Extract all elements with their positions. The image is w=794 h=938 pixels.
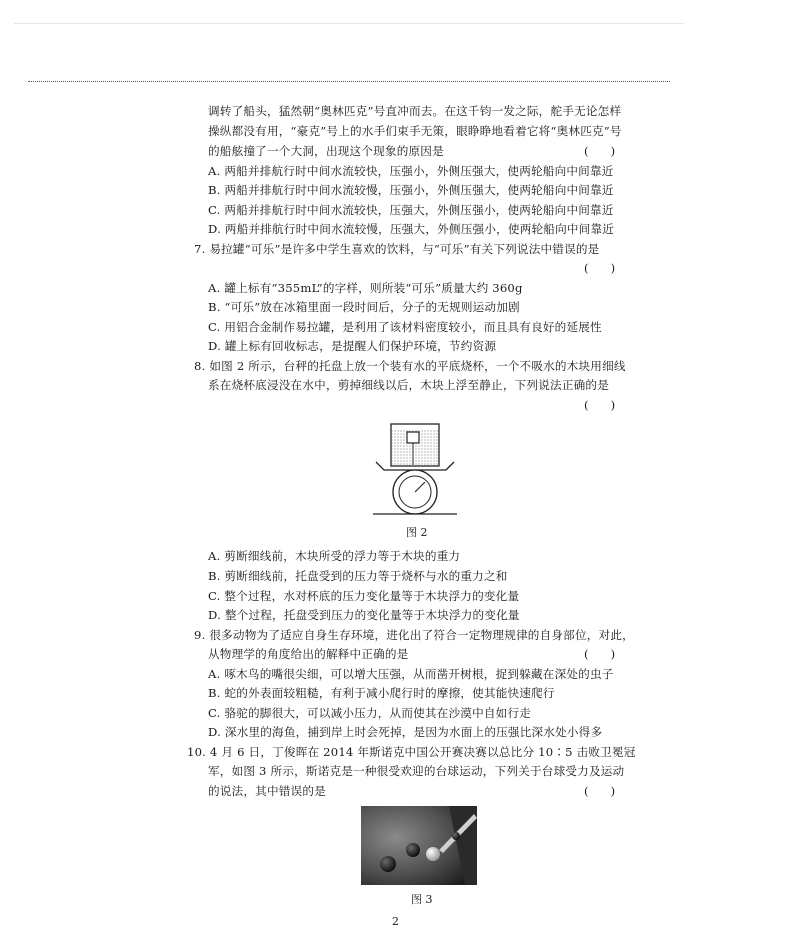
q8-stem-line-1: 8. 如图 2 所示，台秤的托盘上放一个装有水的平底烧杯，一个不吸水的木块用细线 (194, 359, 626, 373)
q6-option-a: A. 两船并排航行时中间水流较快，压强小，外侧压强大，使两轮船向中间靠近 (208, 164, 614, 178)
q10-stem-line-2: 军，如图 3 所示，斯诺克是一种很受欢迎的台球运动，下列关于台球受力及运动 (208, 764, 625, 778)
q6-option-c: C. 两船并排航行时中间水流较快，压强大，外侧压强小，使两轮船向中间靠近 (208, 203, 614, 217)
q8-option-d: D. 整个过程，托盘受到压力的变化量等于木块浮力的变化量 (208, 608, 520, 622)
q9-answer-paren[interactable]: ( ) (584, 647, 616, 661)
q6-option-d: D. 两船并排航行时中间水流较慢，压强大，外侧压强小，使两轮船向中间靠近 (208, 222, 615, 236)
figure-3-billiards-photo (361, 806, 477, 885)
q6-stem-line-1: 调转了船头，猛然朝“奥林匹克”号直冲而去。在这千钧一发之际，舵手无论怎样 (208, 104, 622, 118)
q6-option-b: B. 两船并排航行时中间水流较慢，压强小，外侧压强大，使两轮船向中间靠近 (208, 183, 614, 197)
q8-option-c: C. 整个过程，水对杯底的压力变化量等于木块浮力的变化量 (208, 589, 520, 603)
q9-option-b: B. 蛇的外表面较粗糙，有利于减小爬行时的摩擦，使其能快速爬行 (208, 686, 555, 700)
q9-stem-line-2: 从物理学的角度给出的解释中正确的是 (208, 647, 409, 661)
q7-answer-paren[interactable]: ( ) (584, 261, 616, 275)
q7-option-d: D. 罐上标有回收标志，是提醒人们保护环境，节约资源 (208, 339, 497, 353)
q9-option-d: D. 深水里的海鱼，捕到岸上时会死掉，是因为水面上的压强比深水处小得多 (208, 725, 603, 739)
q8-stem-line-2: 系在烧杯底浸没在水中，剪掉细线以后，木块上浮至静止，下列说法正确的是 (208, 378, 609, 392)
figure-3-caption: 图 3 (411, 893, 433, 906)
q9-option-c: C. 骆驼的脚很大，可以减小压力，从而使其在沙漠中自如行走 (208, 706, 532, 720)
q9-option-a: A. 啄木鸟的嘴很尖细，可以增大压强，从而凿开树根，捉到躲藏在深处的虫子 (208, 667, 614, 681)
q10-stem-line-1: 10. 4 月 6 日，丁俊晖在 2014 年斯诺克中国公开赛决赛以总比分 10∶5 击败卫冕冠 (187, 745, 636, 759)
ball (452, 832, 460, 840)
ball (406, 843, 420, 857)
q6-answer-paren[interactable]: ( ) (584, 144, 616, 158)
q10-stem-line-3: 的说法，其中错误的是 (208, 784, 326, 798)
figure-2-caption: 图 2 (406, 526, 428, 539)
q8-option-a: A. 剪断细线前，木块所受的浮力等于木块的重力 (208, 549, 461, 563)
figure-2-scale-diagram (370, 418, 460, 520)
q6-stem-line-3: 的船舷撞了一个大洞，出现这个现象的原因是 (208, 144, 444, 158)
cue-ball (426, 847, 440, 861)
q7-option-b: B. “可乐”放在冰箱里面一段时间后，分子的无规则运动加剧 (208, 300, 520, 314)
q7-option-a: A. 罐上标有“355mL”的字样，则所装“可乐”质量大约 360g (208, 281, 523, 295)
q7-option-c: C. 用铝合金制作易拉罐，是利用了该材料密度较小，而且具有良好的延展性 (208, 320, 602, 334)
q6-stem-line-2: 操纵都没有用，“豪克”号上的水手们束手无策，眼睁睁地看着它将“奥林匹克”号 (208, 124, 622, 138)
page-number: 2 (392, 915, 399, 928)
q8-answer-paren[interactable]: ( ) (584, 398, 616, 412)
q8-option-b: B. 剪断细线前，托盘受到的压力等于烧杯与水的重力之和 (208, 569, 508, 583)
wooden-block (407, 432, 419, 443)
ball (380, 856, 396, 872)
q9-stem-line-1: 9. 很多动物为了适应自身生存环境，进化出了符合一定物理规律的自身部位，对此， (194, 628, 634, 642)
q10-answer-paren[interactable]: ( ) (584, 784, 616, 798)
q7-stem: 7. 易拉罐“可乐”是许多中学生喜欢的饮料，与“可乐”有关下列说法中错误的是 (194, 242, 600, 256)
